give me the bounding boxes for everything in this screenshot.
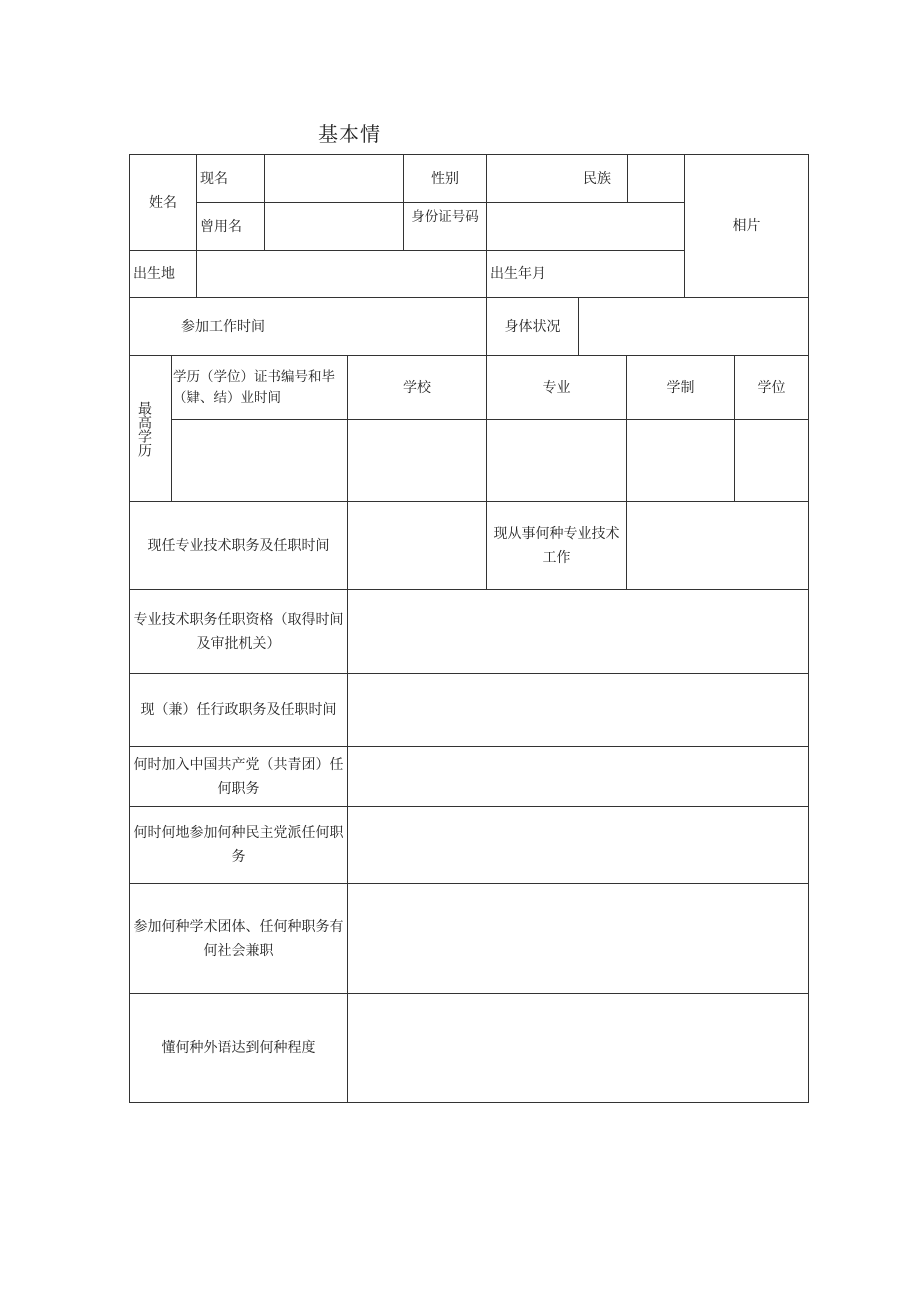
edu-header-school: 学校 (403, 379, 431, 396)
party-label: 何时加入中国共产党（共青团）任何职务 (133, 756, 344, 797)
birthplace-field[interactable] (197, 251, 486, 297)
academic-field[interactable] (348, 884, 808, 993)
form-title: 基本情 (318, 122, 381, 146)
name-label: 姓名 (149, 194, 177, 211)
academic-label: 参加何种学术团体、任何种职务有何社会兼职 (133, 918, 344, 959)
democratic-party-field[interactable] (348, 807, 808, 883)
current-title-field[interactable] (348, 502, 486, 589)
birthplace-label: 出生地 (133, 266, 175, 282)
edu-major-field[interactable] (487, 420, 626, 501)
party-field[interactable] (348, 747, 808, 806)
work-start-label: 参加工作时间 (181, 318, 265, 335)
edu-header-duration: 学制 (666, 379, 695, 396)
current-work-label: 现从事何种专业技术工作 (493, 525, 620, 566)
ethnicity-field[interactable] (628, 155, 684, 202)
edu-header-degree: 学位 (757, 379, 786, 396)
birthdate-label: 出生年月 (490, 266, 546, 282)
former-name-label: 曾用名 (200, 218, 242, 235)
current-name-label: 现名 (200, 170, 228, 187)
photo-box[interactable]: 相片 (732, 218, 761, 234)
health-label: 身体状况 (504, 318, 561, 335)
work-start-field[interactable] (316, 298, 486, 355)
gender-field[interactable] (487, 155, 567, 202)
id-number-field[interactable] (487, 203, 684, 250)
gender-label: 性别 (431, 170, 459, 187)
edu-header-certificate: 学历（学位）证书编号和毕（肄、结）业时间 (173, 368, 335, 406)
ethnicity-label: 民族 (583, 170, 611, 187)
edu-header-major: 专业 (542, 379, 571, 396)
admin-post-label: 现（兼）任行政职务及任职时间 (140, 702, 337, 718)
health-field[interactable] (579, 298, 808, 355)
highest-education-text: 最高学历 (136, 400, 152, 457)
highest-education-label (130, 356, 171, 501)
edu-certificate-field[interactable] (172, 420, 347, 501)
language-field[interactable] (348, 994, 808, 1102)
former-name-field[interactable] (265, 203, 403, 250)
qualification-label: 专业技术职务任职资格（取得时间及审批机关） (133, 611, 344, 652)
admin-post-field[interactable] (348, 674, 808, 746)
qualification-field[interactable] (348, 590, 808, 673)
democratic-party-label: 何时何地参加何种民主党派任何职务 (133, 825, 344, 865)
current-title-label: 现任专业技术职务及任职时间 (147, 537, 330, 554)
id-number-label: 身份证号码 (411, 209, 479, 225)
edu-degree-field[interactable] (735, 420, 808, 501)
edu-school-field[interactable] (348, 420, 486, 501)
current-name-field[interactable] (265, 155, 403, 202)
language-label: 懂何种外语达到何种程度 (161, 1040, 316, 1056)
edu-duration-field[interactable] (627, 420, 734, 501)
current-work-field[interactable] (627, 502, 808, 589)
